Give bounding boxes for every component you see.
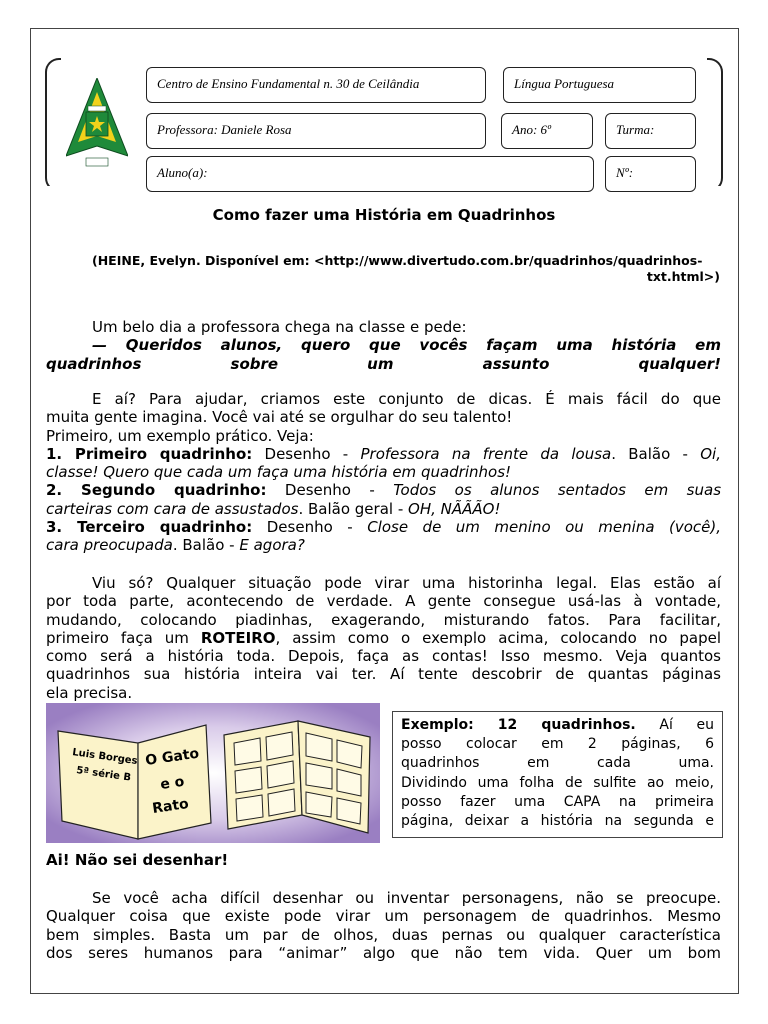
booklet-cover-title-2: e o [159,773,186,793]
page-title: Como fazer uma História em Quadrinhos [212,206,556,224]
year-field: Ano: 6º [501,113,593,149]
panel-3-line-b: cara preocupada. Balão - E agora? [46,536,305,555]
student-name-field[interactable]: Aluno(a): [146,156,594,192]
section-2-paragraph: Se você acha difícil desenhar ou inventar personagens, não se preocupe. Qualquer coisa que existe pode virar um personagem de quadrinhos. Mesmo bem simples. Basta um par de olhos, duas pernas ou qualquer característica dos seres humanos para “animar” algo que não tem vida. Quer um bom [46,889,721,962]
comic-booklet-illustration [46,703,380,843]
section-heading: Ai! Não sei desenhar! [46,851,229,869]
subject-field: Língua Portuguesa [503,67,696,103]
example-box: Exemplo: 12 quadrinhos. Aí eu posso colocar em 2 páginas, 6 quadrinhos em cada uma. Dividindo uma folha de sulfite ao meio, posso fazer uma CAPA na primeira página, deixar a história na segunda e [392,711,723,838]
reference-citation [92,253,720,285]
school-name-field: Centro de Ensino Fundamental n. 30 de Ceilândia [146,67,486,103]
school-emblem-logo [66,78,128,170]
panel-3-line-a: 3. Terceiro quadrinho: Desenho - Close de um menino ou menina (você), [46,518,722,537]
tips-section: E aí? Para ajudar, criamos este conjunto de dicas. É mais fácil do que muita gente imagina. Você vai até se orgulhar do seu talento! Primeiro, um exemplo prático. Veja: 1. Primeiro quadrinho: Desenho - Professora na frente da lousa. Balão - Oi, classe! Quero que cada um faça uma história em quadrinhos! 2. Segundo quadrinho: Desenho - Todos os alunos sentados em suas carteiras com cara de assustados. Balão geral - OH, NÃÃÃO! 3. Terceiro quadrinho: Desenho - Close de um menino ou menina (você), cara preocupada. Balão - E agora? [46,390,722,555]
header-bracket-right [707,58,723,192]
booklet-cover-title-3: Rato [151,796,190,817]
booklet-grade: 5ª série B [75,765,132,784]
reference-line-2: txt.html>) [646,269,720,284]
header-bracket-left [45,58,61,192]
panel-2-line-a: 2. Segundo quadrinho: Desenho - Todos os alunos sentados em suas [46,481,722,500]
teacher-field: Professora: Daniele Rosa [146,113,486,149]
student-number-field[interactable]: Nº: [605,156,696,192]
booklet-author: Luis Borges [71,747,139,768]
panel-1-line-a: 1. Primeiro quadrinho: Desenho - Professora na frente da lousa. Balão - Oi, [46,444,721,463]
body-paragraph: Viu só? Qualquer situação pode virar uma historinha legal. Elas estão aí por toda parte, acontecendo de verdade. A gente consegue usá-las à vontade, mudando, colocando piadinhas, exagerando, misturando fatos. Para facilitar, primeiro faça um ROTEIRO, assim como o exemplo acima, colocando no papel como será a história toda. Depois, faça as contas! Isso mesmo. Veja quantos quadrinhos sua história inteira vai ter. Aí tente descobrir de quantas páginas ela precisa. [46,574,722,702]
booklet-cover-title-1: O Gato [144,745,201,769]
intro-paragraph: Um belo dia a professora chega na classe e pede: — Queridos alunos, quero que vocês façam uma história em quadrinhos sobre um assunto qualquer! [46,318,721,373]
class-field[interactable]: Turma: [605,113,696,149]
reference-line-1: (HEINE, Evelyn. Disponível em: <http://www.divertudo.com.br/quadrinhos/quadrinhos- [92,253,703,268]
panel-2-line-b: carteiras com cara de assustados. Balão geral - OH, NÃÃÃO! [46,499,501,518]
panel-1-line-b: classe! Quero que cada um faça uma história em quadrinhos! [46,463,512,482]
